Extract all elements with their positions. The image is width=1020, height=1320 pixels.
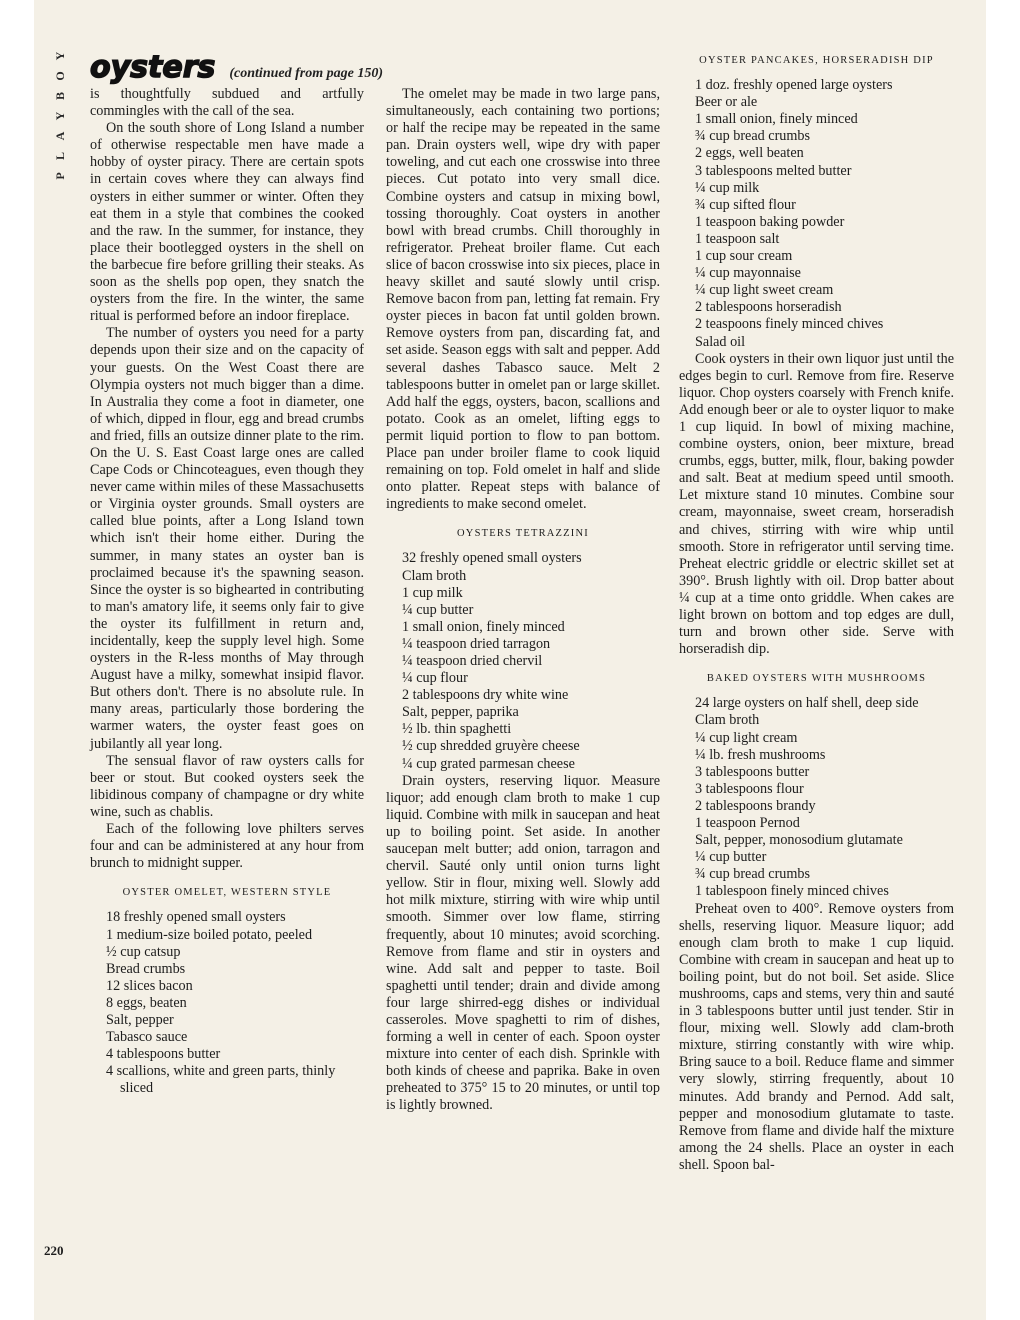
ingredient: ¾ cup bread crumbs [695, 128, 811, 145]
ingredient: ¼ cup grated parmesan cheese [402, 755, 575, 772]
ingredient: 12 slices bacon [106, 977, 193, 994]
ingredient-list [679, 77, 954, 351]
paragraph: is thoughtfully subdued and artfully commingles with the call of the sea. [90, 86, 364, 120]
ingredient: ½ cup catsup [106, 943, 181, 960]
column-2 [386, 86, 660, 1115]
ingredient: Bread crumbs [106, 960, 186, 977]
spine-letter: L [53, 152, 67, 161]
ingredient: ¼ teaspoon dried tarragon [402, 635, 551, 652]
ingredient-list [679, 695, 954, 900]
ingredient: 1 teaspoon baking powder [695, 213, 845, 230]
ingredient: ¼ cup light cream [695, 729, 798, 746]
ingredient: Salt, pepper, paprika [402, 704, 519, 721]
ingredient: 1 cup milk [402, 584, 463, 601]
ingredient: ¼ cup butter [402, 601, 474, 618]
ingredient: 8 eggs, beaten [106, 994, 187, 1011]
ingredient: Clam broth [402, 567, 467, 584]
paragraph: Cook oysters in their own liquor just until the edges begin to curl. Remove from fire. Reserve liquor. Chop oysters coarsely with French knife. Add enough beer or ale to oyster liquor to make 1 cup liquid. In bowl of mixing machine, combine oysters, onion, beer mixture, bread crumbs, eggs, butter, milk, flour, baking powder and salt. Beat at medium speed until smooth. Let mixture stand 10 minutes. Combine sour cream, mayonnaise, sweet cream, horseradish and chives, stirring with wire whip until smooth. Store in refrigerator until serving time. Preheat electric griddle or electric skillet set at 390°. Brush lightly with oil. Drop batter about ¼ cup at a time onto griddle. When cakes are light brown on bottom and top edges are dull, turn and brown other side. Serve with horseradish dip. [679, 350, 954, 658]
ingredient: ½ lb. thin spaghetti [402, 721, 512, 738]
ingredient: ¼ cup butter [695, 849, 767, 866]
article-title: oysters [90, 50, 216, 85]
ingredient: 1 teaspoon Pernod [695, 815, 800, 832]
ingredient: 2 teaspoons finely minced chives [695, 316, 884, 333]
ingredient: 2 eggs, well beaten [695, 145, 804, 162]
ingredient: 1 small onion, finely minced [402, 618, 565, 635]
ingredient: Tabasco sauce [106, 1029, 188, 1046]
ingredient: 2 tablespoons brandy [695, 797, 816, 814]
spine-letter: Y [53, 111, 67, 121]
ingredient: 1 cup sour cream [695, 248, 793, 265]
ingredient: Salt, pepper [106, 1011, 174, 1028]
paragraph: The sensual flavor of raw oysters calls for beer or stout. But cooked oysters seek the libidinous company of champagne or dry white wine, such as chablis. [90, 752, 364, 820]
ingredient: ¼ cup flour [402, 670, 468, 687]
spine-letter: O [53, 71, 67, 81]
ingredient: Salt, pepper, monosodium glutamate [695, 832, 903, 849]
ingredient: 24 large oysters on half shell, deep side [695, 695, 919, 712]
recipe-title: OYSTER PANCAKES, HORSERADISH DIP [699, 55, 934, 66]
column-3 [679, 52, 954, 1174]
page-number: 220 [44, 1243, 64, 1258]
magazine-page [34, 0, 986, 1320]
ingredient: Clam broth [695, 712, 760, 729]
ingredient: 1 medium-size boiled potato, peeled [106, 926, 313, 943]
recipe-title: BAKED OYSTERS WITH MUSHROOMS [706, 673, 927, 685]
ingredient: 1 teaspoon salt [695, 230, 780, 247]
paragraph: On the south shore of Long Island a number of otherwise respectable men have made a hobby of oyster piracy. There are certain spots in certain coves where they can always find oysters in either summer or winter. Often they eat them in a style that combines the cooked and the raw. In the summer, for instance, they place their bootlegged oysters in the shell on the barbecue fire before grilling their steaks. As soon as the shells pop open, they snatch the oysters from the fire. In the winter, the same ritual is performed before an indoor fireplace. [90, 120, 364, 325]
article-header [90, 50, 383, 86]
ingredient: ¼ cup light sweet cream [695, 282, 834, 299]
ingredient: ¼ teaspoon dried chervil [402, 653, 543, 669]
ingredient: 3 tablespoons flour [695, 780, 804, 797]
ingredient-list [90, 909, 364, 1097]
ingredient: 3 tablespoons butter [695, 763, 810, 780]
ingredient: Beer or ale [695, 94, 758, 111]
ingredient: 2 tablespoons horseradish [695, 299, 842, 316]
ingredient: 32 freshly opened small oysters [402, 550, 582, 567]
ingredient-list [386, 550, 660, 772]
continued-note: (continued from page 150) [229, 66, 383, 81]
ingredient: ¼ lb. fresh mushrooms [695, 746, 826, 763]
paragraph: The omelet may be made in two large pans, simultaneously, each containing two portions; or half the recipe may be repeated in the same pan. Drain oysters well, wipe dry with paper toweling, and cut each one crosswise into three pieces. Cut potato into very small dice. Combine oysters and catsup in mixing bowl, tossing thoroughly. Coat oysters in another bowl with bread crumbs. Chill thoroughly in refrigerator. Preheat broiler flame. Cut each slice of bacon crosswise into six pieces, place in heavy skillet and sauté slowly until crisp. Remove bacon from pan, letting fat remain. Fry oyster pieces in bacon fat until golden brown. Remove oysters from pan, discarding fat, and set aside. Season eggs with salt and pepper. Add several dashes Tabasco sauce. Melt 2 tablespoons butter in omelet pan or large skillet. Add half the eggs, oysters, bacon, scallions and potato. Cook as an omelet, lifting eggs to permit liquid portion to flow to pan bottom. Place pan under broiler flame to cook liquid remaining on top. Fold omelet in half and slide onto platter. Repeat steps with balance of ingredients to make second omelet. [386, 86, 660, 513]
spine-letter: P [53, 172, 67, 180]
ingredient: ½ cup shredded gruyère cheese [402, 738, 580, 755]
ingredient: ¼ cup mayonnaise [695, 265, 801, 282]
ingredient: 4 scallions, white and green parts, thinly sliced [106, 1063, 336, 1097]
ingredient: ¾ cup bread crumbs [695, 866, 811, 883]
paragraph: Drain oysters, reserving liquor. Measure liquor; add enough clam broth to make 1 cup liquid. Combine with milk in saucepan and heat up to boiling point. Set aside. In another saucepan melt butter; add onion, tarragon and chervil. Sauté only until onion turns light yellow. Stir in flour, mixing well. Slowly add hot milk mixture, stirring with wire whip until smooth. Simmer over low flame, stirring frequently, about 10 minutes; avoid scorching. Remove from flame and stir in oysters and wine. Add salt and pepper to taste. Boil spaghetti until tender; drain and divide among four large shirred-egg dishes or individual casseroles. Move spaghetti to rim of dishes, forming a well in center of each. Spoon oyster mixture into center of each dish. Sprinkle with both kinds of cheese and paprika. Bake in oven preheated to 375° 15 to 20 minutes, or until top is lightly browned. [386, 772, 660, 1114]
ingredient: 2 tablespoons dry white wine [402, 687, 569, 704]
ingredient: 3 tablespoons melted butter [695, 162, 852, 179]
column-1 [90, 86, 364, 1097]
ingredient: ¼ cup milk [695, 179, 760, 196]
recipe-title: OYSTERS TETRAZZINI [457, 528, 589, 540]
recipe-title: OYSTER OMELET, WESTERN STYLE [122, 887, 332, 899]
paragraph: Preheat oven to 400°. Remove oysters from shells, reserving liquor. Measure liquor; add enough clam broth to make 1 cup liquid. Combine with cream in saucepan and heat up to boiling point, but do not boil. Set aside. Slice mushrooms, caps and stems, very thin and sauté in 3 tablespoons butter until just tender. Stir in flour, mixing well. Slowly add clam-broth mixture, stirring constantly with wire whip. Bring sauce to a boil. Reduce flame and simmer very slowly, stirring frequently, about 10 minutes. Add brandy and Pernod. Add salt, pepper and monosodium glutamate to taste. Remove from flame and divide half the mixture among the 24 shells. Place an oyster in each shell. Spoon bal- [679, 900, 954, 1173]
ingredient: Salad oil [695, 333, 746, 350]
ingredient: ¾ cup sifted flour [695, 196, 796, 213]
spine-letter: A [53, 131, 67, 141]
ingredient: 1 small onion, finely minced [695, 111, 858, 128]
paragraph: The number of oysters you need for a party depends upon their size and on the capacity of your guests. On the West Coast there are Olympia oysters not much bigger than a dime. In Australia they come a foot in diameter, one of which, dipped in flour, egg and bread crumbs and fried, fills an outsize dinner plate to the rim. On the U. S. East Coast large ones are called Cape Cods or Chincoteagues, even though they never came within miles of these Massachusetts or Virginia oyster grounds. Small oysters are called blue points, after a Long Island town which isn't their home either. During the summer, in many states an oyster ban is proclaimed because it's the spawning season. Since the oyster is so bighearted in contributing to man's amatory life, it seems only fair to give the oyster its fulfillment in return and, incidentally, keep the supply level high. Some oysters in the R-less months of May through August have a milky, somewhat insipid flavor. But others don't. There is no absolute rule. In many areas, particularly those bordering the warmer waters, the oyster feast goes on jubilantly all year long. [90, 325, 364, 752]
paragraph: Each of the following love philters serves four and can be administered at any hour from brunch to midnight supper. [90, 821, 364, 872]
ingredient: 18 freshly opened small oysters [106, 909, 286, 926]
spine-letter: Y [53, 51, 67, 61]
spine-letter: B [53, 92, 67, 101]
magazine-name-vertical [53, 46, 67, 186]
ingredient: 1 tablespoon finely minced chives [695, 883, 889, 900]
ingredient: 1 doz. freshly opened large oysters [695, 77, 893, 94]
ingredient: 4 tablespoons butter [106, 1046, 221, 1063]
